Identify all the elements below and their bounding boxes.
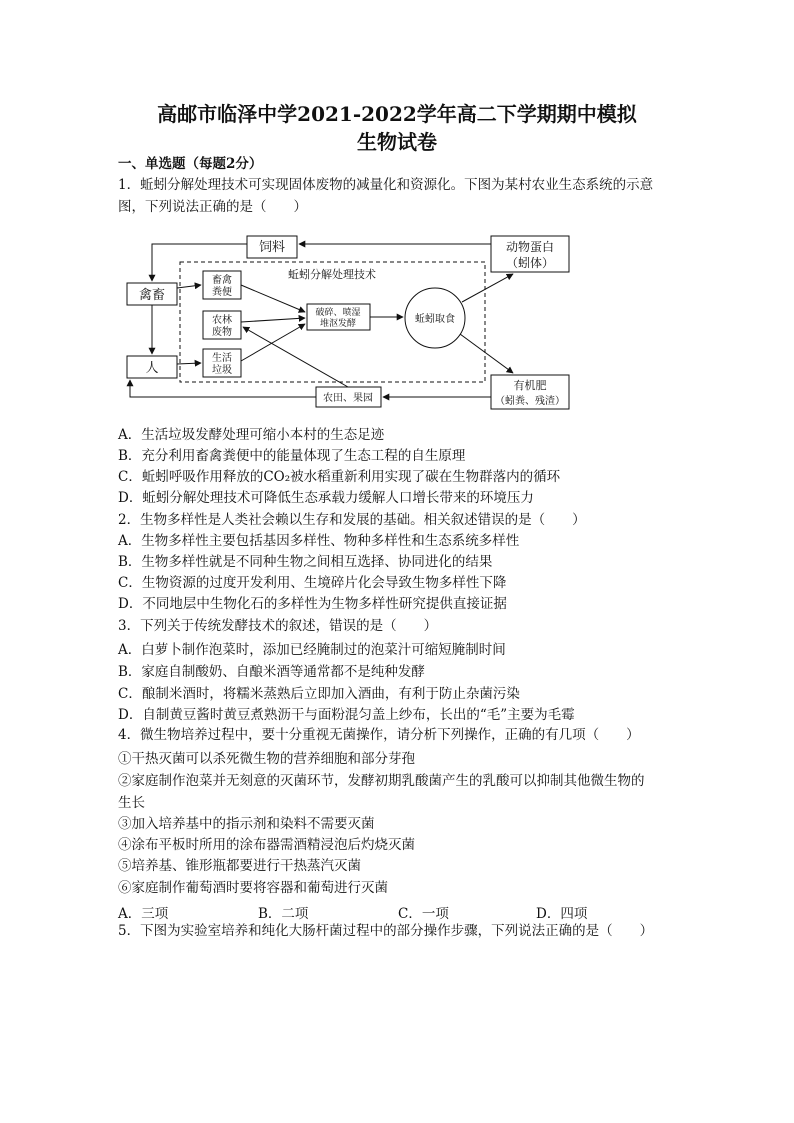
q2-option-b: B．生物多样性就是不同种生物之间相互选择、协同进化的结果 (118, 554, 493, 570)
garbage-label-2: 垃圾 (212, 365, 232, 376)
process-label-1: 破碎、喷湿 (315, 308, 361, 318)
crop-waste-label-1: 农林 (212, 315, 232, 326)
q4-item-4: ④涂布平板时所用的涂布器需酒精浸泡后灼烧灭菌 (118, 837, 415, 853)
q1-stem-line1: 1．蚯蚓分解处理技术可实现固体废物的减量化和资源化。下图为某村农业生态系统的示意 (118, 177, 654, 193)
poultry-label: 禽畜 (138, 288, 166, 303)
q4-options (118, 902, 678, 922)
q3-option-d: D．自制黄豆酱时黄豆煮熟沥干与面粉混匀盖上纱布，长出的“毛”主要为毛霉 (118, 707, 575, 723)
feed-label: 饲料 (258, 240, 286, 255)
q4-item-3: ③加入培养基中的指示剂和染料不需要灭菌 (118, 816, 375, 832)
q4-item-6: ⑥家庭制作葡萄酒时要将容器和葡萄进行灭菌 (118, 880, 388, 896)
q1-stem-line2: 图，下列说法正确的是（ ） (118, 199, 307, 215)
animal-protein-label-1: 动物蛋白 (505, 240, 555, 254)
exam-subtitle: 生物试卷 (357, 130, 437, 154)
q3-option-c: C．酿制米酒时，将糯米蒸熟后立即加入酒曲，有利于防止杂菌污染 (118, 686, 520, 702)
q4-item-2: ②家庭制作泡菜并无刻意的灭菌环节，发酵初期乳酸菌产生的乳酸可以抑制其他微生物的 (118, 773, 645, 789)
manure-label-1: 畜禽 (212, 275, 232, 286)
q1-option-b: B．充分利用畜禽粪便中的能量体现了生态工程的自生原理 (118, 448, 466, 464)
earthworm-label: 蚯蚓取食 (415, 314, 455, 325)
q1-option-a: A．生活垃圾发酵处理可缩小本村的生态足迹 (118, 427, 385, 443)
q2-option-c: C．生物资源的过度开发利用、生境碎片化会导致生物多样性下降 (118, 575, 507, 591)
ecosystem-diagram (120, 230, 580, 412)
q4-option-b: B．二项 (258, 906, 309, 922)
q4-item-5: ⑤培养基、锥形瓶都要进行干热蒸汽灭菌 (118, 858, 361, 874)
fertilizer-label-1: 有机肥 (513, 379, 547, 392)
farmland-label: 农田、果园 (323, 393, 373, 404)
q4-item-2-cont: 生长 (118, 795, 145, 811)
process-label-2: 堆沤发酵 (319, 319, 357, 329)
q2-option-d: D．不同地层中生物化石的多样性为生物多样性研究提供直接证据 (118, 596, 507, 612)
q2-option-a: A．生物多样性主要包括基因多样性、物种多样性和生态系统多样性 (118, 533, 520, 549)
q4-option-c: C．一项 (398, 906, 449, 922)
q1-option-c: C．蚯蚓呼吸作用释放的CO₂被水稻重新利用实现了碳在生物群落内的循环 (118, 469, 561, 485)
q4-option-d: D．四项 (536, 906, 588, 922)
q1-option-d: D．蚯蚓分解处理技术可降低生态承载力缓解人口增长带来的环境压力 (118, 490, 534, 506)
q3-option-a: A．白萝卜制作泡菜时，添加已经腌制过的泡菜汁可缩短腌制时间 (118, 642, 506, 658)
section-heading: 一、单选题（每题2分） (118, 156, 263, 172)
q3-option-b: B．家庭自制酸奶、自酿米酒等通常都不是纯种发酵 (118, 664, 425, 680)
person-label: 人 (145, 361, 159, 376)
q4-option-a: A．三项 (118, 906, 169, 922)
animal-protein-label-2: （蚓体） (505, 256, 555, 270)
q4-stem: 4．微生物培养过程中，要十分重视无菌操作，请分析下列操作，正确的有几项（ ） (118, 727, 640, 743)
q2-stem: 2．生物多样性是人类社会赖以生存和发展的基础。相关叙述错误的是（ ） (118, 512, 586, 528)
tech-label: 蚯蚓分解处理技术 (288, 268, 376, 281)
q5-stem: 5．下图为实验室培养和纯化大肠杆菌过程中的部分操作步骤，下列说法正确的是（ ） (118, 923, 654, 939)
exam-title: 高邮市临泽中学2021-2022学年高二下学期期中模拟 (157, 102, 637, 126)
crop-waste-label-2: 废物 (212, 327, 232, 338)
manure-label-2: 粪便 (212, 287, 232, 298)
garbage-label-1: 生活 (212, 353, 232, 364)
fertilizer-label-2: （蚓粪、残渣） (495, 396, 565, 407)
q4-item-1: ①干热灭菌可以杀死微生物的营养细胞和部分芽孢 (118, 751, 415, 767)
q3-stem: 3．下列关于传统发酵技术的叙述，错误的是（ ） (118, 618, 438, 634)
